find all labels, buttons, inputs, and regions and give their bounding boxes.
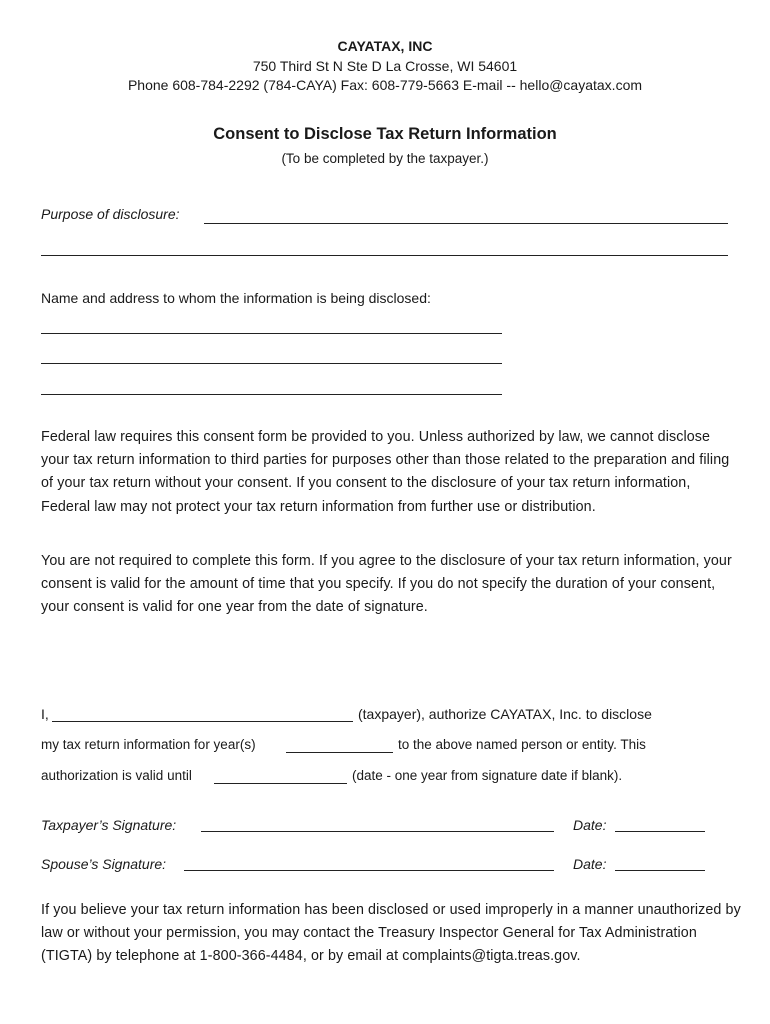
auth-suffix-1: (taxpayer), authorize CAYATAX, Inc. to disclose: [358, 706, 652, 722]
valid-until-field[interactable]: [214, 783, 347, 784]
form-subtitle: (To be completed by the taxpayer.): [281, 151, 489, 166]
spouse-date-label: Date:: [573, 856, 607, 872]
spouse-date-field[interactable]: [615, 870, 705, 871]
purpose-field-continued[interactable]: [41, 255, 728, 256]
spouse-signature-label: Spouse’s Signature:: [41, 856, 167, 872]
spouse-signature-field[interactable]: [184, 870, 554, 871]
purpose-label: Purpose of disclosure:: [41, 206, 180, 222]
company-contact: Phone 608-784-2292 (784-CAYA) Fax: 608-779-5663 E-mail -- hello@cayatax.com: [127, 77, 643, 93]
auth-suffix-3: (date - one year from signature date if blank).: [352, 768, 623, 783]
auth-prefix-3: authorization is valid until: [41, 768, 192, 783]
taxpayer-signature-label: Taxpayer’s Signature:: [41, 817, 177, 833]
taxpayer-date-label: Date:: [573, 817, 607, 833]
taxpayer-date-field[interactable]: [615, 831, 705, 832]
auth-prefix-2: my tax return information for year(s): [41, 737, 256, 752]
consent-duration-paragraph: You are not required to complete this form. If you agree to the disclosure of your tax return information, your consent is valid for the amount of time that you specify. If you do not specify the duration of your consent, your consent is valid for one year from the date of signature.: [41, 553, 732, 616]
company-address: 750 Third St N Ste D La Crosse, WI 54601: [252, 58, 518, 74]
tax-years-field[interactable]: [286, 752, 393, 753]
recipient-line-3[interactable]: [41, 394, 502, 395]
taxpayer-name-field[interactable]: [52, 721, 353, 722]
authorization-line-1: [41, 706, 49, 722]
company-name: CAYATAX, INC: [337, 38, 433, 54]
recipient-line-2[interactable]: [41, 363, 502, 364]
auth-suffix-2: to the above named person or entity. This: [398, 737, 646, 752]
purpose-field[interactable]: [204, 223, 728, 224]
auth-prefix-1: I,: [41, 706, 49, 722]
disclosure-paragraph: Federal law requires this consent form be provided to you. Unless authorized by law, we cannot disclose your tax return information to third parties for purposes other than those related to the preparation and filing of your tax return without your consent. If you consent to the disclosure of your tax return information, Federal law may not protect your tax return information from further use or distribution.: [41, 429, 730, 515]
form-title: Consent to Disclose Tax Return Information: [213, 125, 557, 143]
tigta-paragraph: If you believe your tax return information has been disclosed or used improperly in a manner unauthorized by law or without your permission, you may contact the Treasury Inspector General for Tax Administration (TIGTA) by telephone at 1-800-366-4484, or by email at complaints@tigta.treas.gov.: [41, 902, 741, 965]
recipient-line-1[interactable]: [41, 333, 502, 334]
taxpayer-signature-field[interactable]: [201, 831, 554, 832]
recipient-label: Name and address to whom the information is being disclosed:: [41, 290, 431, 306]
